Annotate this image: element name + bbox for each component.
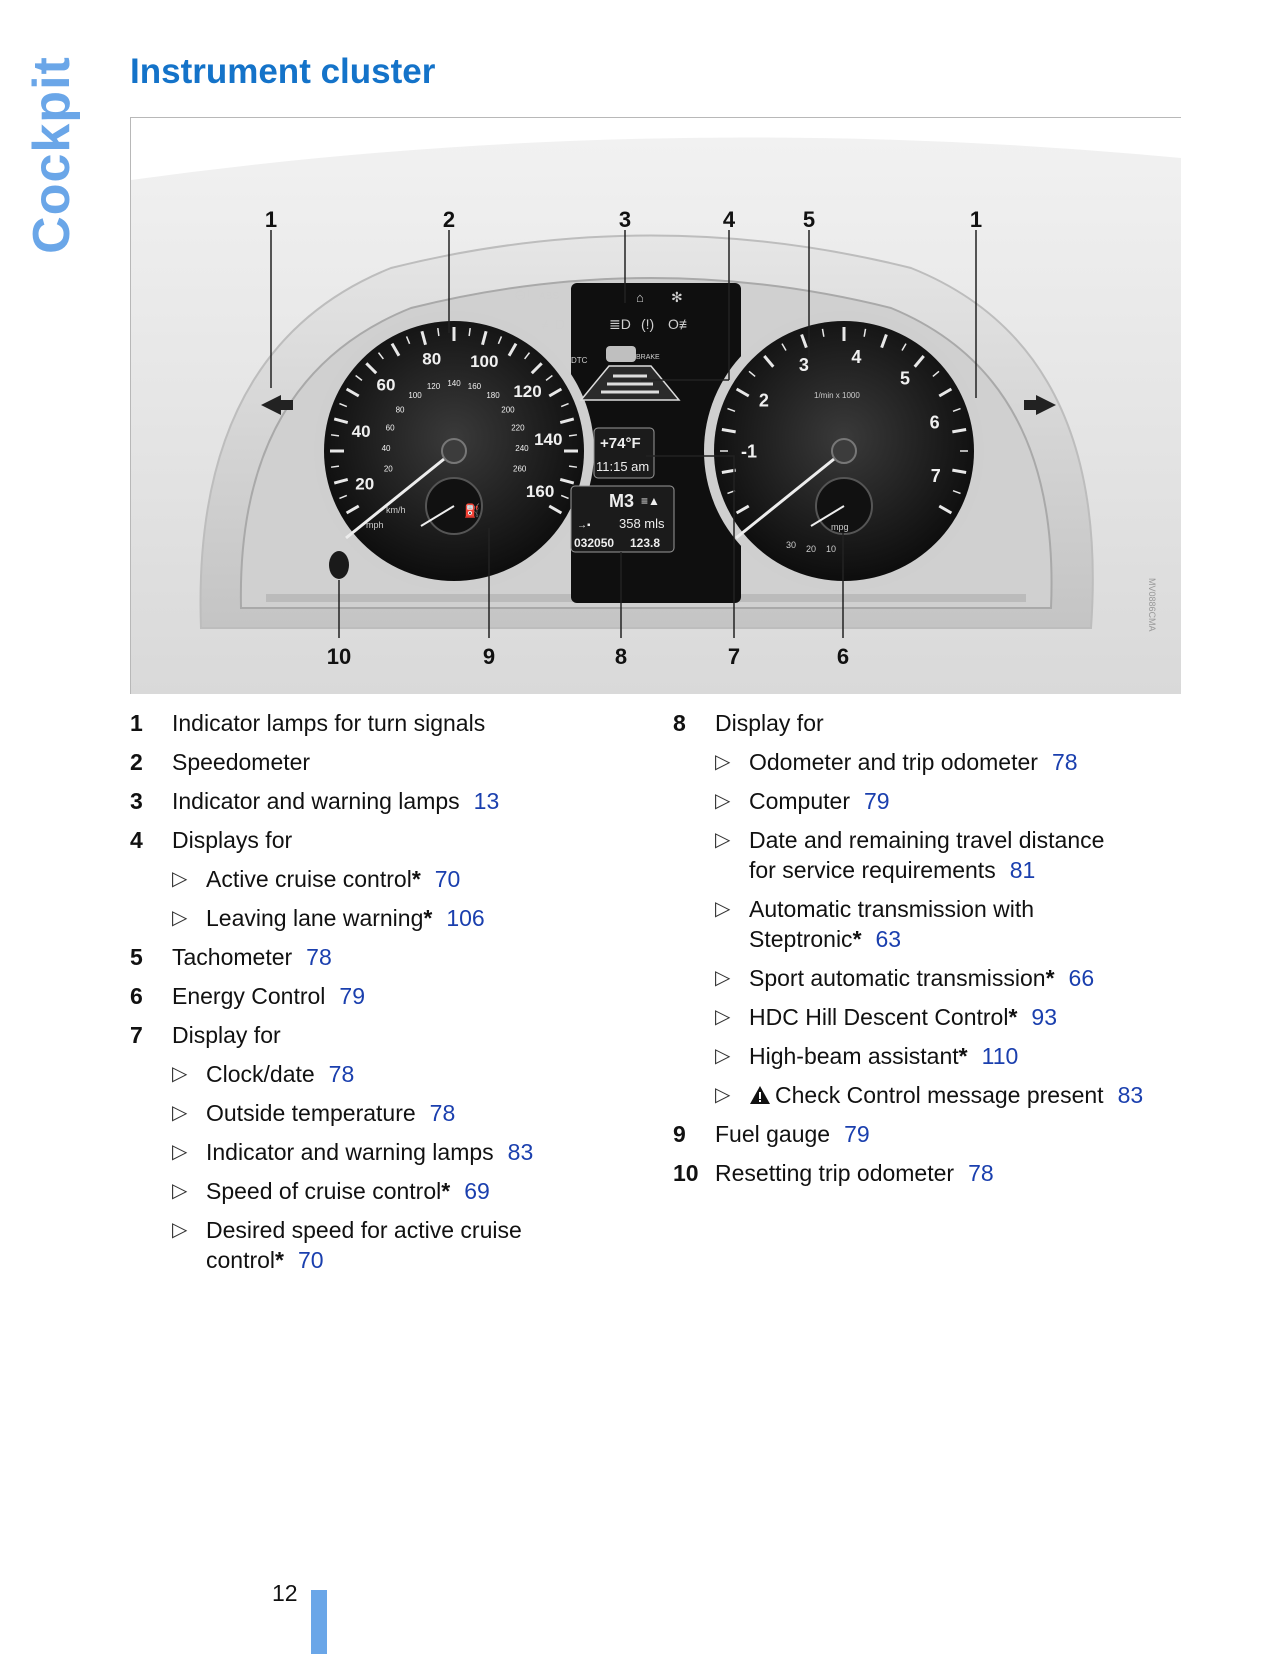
tachometer-label: 2 — [758, 390, 769, 411]
tachometer-label: -1 — [740, 441, 758, 462]
legend-subitem — [715, 963, 1193, 993]
legend-subitem — [715, 1041, 1193, 1071]
gear-indicator: M3 — [609, 491, 635, 511]
optional-equipment-star: * — [423, 905, 433, 931]
legend-item-4 — [130, 825, 600, 855]
engine-icon: ⌂ — [636, 290, 644, 305]
speedometer-mph-label: 80 — [422, 349, 442, 369]
legend-text: Display for — [172, 1022, 281, 1048]
tachometer-label: 5 — [900, 368, 911, 389]
callout-1-left: 1 — [264, 207, 278, 232]
callout-8: 8 — [614, 644, 628, 669]
brake-warning-icon: ⊝! — [514, 287, 531, 304]
optional-equipment-star: * — [1045, 965, 1055, 991]
legend-subtext: Leaving lane warning — [206, 905, 424, 931]
speedometer-mph-label: 100 — [470, 351, 499, 371]
legend-subtext: Date and remaining travel distance — [749, 827, 1105, 853]
page-reference-link[interactable]: 81 — [1009, 857, 1036, 883]
page-reference-link[interactable]: 78 — [968, 1160, 994, 1186]
legend-subitem — [172, 1098, 600, 1128]
legend-text: Fuel gauge — [715, 1121, 831, 1147]
legend-number: 8 — [673, 710, 686, 736]
legend-item-6 — [130, 981, 600, 1011]
page-reference-link[interactable]: 66 — [1068, 965, 1095, 991]
speedometer-mph-label: 160 — [525, 482, 555, 502]
legend-text: Indicator lamps for turn signals — [172, 710, 486, 736]
clock-time: 11:15 am — [596, 459, 650, 474]
speedometer-kmh-label: 120 — [426, 381, 441, 391]
speedometer-mph-label: 140 — [534, 430, 563, 450]
optional-equipment-star: * — [275, 1247, 284, 1273]
legend-number: 5 — [130, 944, 143, 970]
tachometer-label: 6 — [929, 412, 940, 433]
speedometer-kmh-label: 220 — [511, 423, 525, 433]
optional-equipment-star: * — [1008, 1004, 1018, 1030]
triangle-bullet-icon: ▷ — [715, 829, 731, 851]
legend-subtext: Check Control message present — [775, 1082, 1104, 1108]
legend-subtext: Indicator and warning lamps — [206, 1139, 494, 1165]
page-reference-link[interactable]: 106 — [446, 905, 485, 931]
page-reference-link[interactable]: 93 — [1031, 1004, 1058, 1030]
legend-text: Displays for — [172, 827, 293, 853]
triangle-bullet-icon: ▷ — [715, 967, 731, 989]
tachometer-hub — [832, 439, 856, 463]
illustration-id: MV0886CMA — [1147, 578, 1157, 632]
triangle-bullet-icon: ▷ — [715, 898, 731, 920]
page-marker-bar — [311, 1590, 327, 1654]
speedometer-kmh-label: 20 — [383, 464, 393, 474]
triangle-bullet-icon: ▷ — [715, 1045, 731, 1067]
legend-item-5 — [130, 942, 600, 972]
speedometer-kmh-label: 180 — [486, 391, 500, 401]
page-reference-link[interactable]: 69 — [464, 1178, 490, 1204]
legend-text: Resetting trip odometer — [715, 1160, 955, 1186]
callout-7: 7 — [727, 644, 741, 669]
legend-subtext: Computer — [749, 788, 850, 814]
legend-subtext: Active cruise control — [206, 866, 412, 892]
legend-item-1 — [130, 708, 600, 738]
page-reference-link[interactable]: 78 — [328, 1061, 355, 1087]
legend-text: Energy Control — [172, 983, 326, 1009]
page-reference-link[interactable]: 78 — [306, 944, 332, 970]
legend-subitem — [172, 1137, 600, 1167]
instrument-cluster-illustration — [130, 117, 1181, 694]
optional-equipment-star: * — [411, 866, 421, 892]
legend-item-7 — [130, 1020, 600, 1050]
legend-number: 4 — [130, 827, 143, 853]
speedometer-kmh-label: 260 — [513, 464, 527, 474]
rear-fog-icon: O≢ — [668, 316, 693, 332]
callout-4: 4 — [722, 207, 736, 232]
legend-subtext: Automatic transmission with — [749, 896, 1035, 922]
energy-scale-20: 20 — [806, 544, 817, 554]
callout-2: 2 — [442, 207, 456, 232]
speedometer-kmh-label: 140 — [447, 378, 461, 388]
triangle-bullet-icon: ▷ — [172, 907, 188, 929]
page-reference-link[interactable]: 110 — [981, 1043, 1019, 1069]
legend-subitem — [172, 864, 600, 894]
abs-lamp-text: ABS — [539, 291, 560, 302]
legend-item-9 — [673, 1119, 1193, 1149]
legend-number: 6 — [130, 983, 143, 1009]
legend-item-8 — [673, 708, 1193, 738]
section-side-tab-label: Cockpit — [23, 56, 81, 254]
page-reference-link[interactable]: 70 — [298, 1247, 324, 1273]
legend-subtext: HDC Hill Descent Control — [749, 1004, 1009, 1030]
legend-item-8-subs — [673, 747, 1193, 1110]
callout-9: 9 — [482, 644, 496, 669]
speedometer-kmh-unit: km/h — [386, 505, 406, 515]
fog-light-icon: ≢D — [541, 316, 566, 332]
tachometer-label: 4 — [851, 347, 862, 368]
legend-text: Tachometer — [172, 944, 293, 970]
fuel-pump-icon: ⛽ — [464, 503, 481, 518]
callout-1-right: 1 — [969, 207, 983, 232]
warning-triangle-icon — [749, 1085, 771, 1105]
legend-item-4-subs — [130, 864, 600, 933]
legend-subitem — [715, 786, 1193, 816]
triangle-bullet-icon: ▷ — [715, 790, 731, 812]
legend-right-column — [673, 708, 1193, 1197]
optional-equipment-star: * — [852, 926, 862, 952]
legend-text: Display for — [715, 710, 824, 736]
legend-subtext-cont: Steptronic — [749, 926, 853, 952]
brake-lamp-text: BRAKE — [636, 354, 660, 361]
speedometer-kmh-label: 200 — [501, 405, 515, 415]
range-icon: →▪ — [577, 520, 591, 531]
legend-subitem — [172, 1059, 600, 1089]
outside-temp: +74°F — [600, 435, 641, 452]
dial-tick — [469, 328, 470, 336]
dial-tick — [569, 466, 577, 467]
page-reference-link[interactable]: 78 — [1051, 749, 1078, 775]
legend-subitem — [715, 1080, 1193, 1110]
legend-subtext-cont: for service requirements — [749, 857, 996, 883]
legend-subitem — [172, 1215, 600, 1275]
page-reference-link[interactable]: 79 — [844, 1121, 870, 1147]
triangle-bullet-icon: ▷ — [172, 1180, 188, 1202]
page-reference-link[interactable]: 78 — [429, 1100, 456, 1126]
speedometer-kmh-label: 240 — [515, 443, 529, 453]
triangle-bullet-icon: ▷ — [715, 751, 731, 773]
page-reference-link[interactable]: 70 — [434, 866, 461, 892]
triangle-bullet-icon: ▷ — [172, 868, 188, 890]
legend-left-column — [130, 708, 600, 1284]
legend-number: 3 — [130, 788, 143, 814]
legend-subtext: Sport automatic transmission — [749, 965, 1046, 991]
dial-tick — [569, 435, 577, 436]
energy-scale-30: 30 — [786, 540, 797, 550]
triangle-bullet-icon: ▷ — [715, 1006, 731, 1028]
triangle-bullet-icon: ▷ — [172, 1219, 188, 1241]
page-reference-link[interactable]: 79 — [863, 788, 890, 814]
speedometer-mph-label: 20 — [355, 474, 375, 494]
legend-subitem — [172, 1176, 600, 1206]
dial-tick — [331, 435, 339, 436]
remaining-range: 358 mls — [619, 516, 665, 531]
legend-number: 2 — [130, 749, 143, 775]
trip-value: 123.8 — [630, 536, 661, 550]
legend-item-10 — [673, 1158, 1193, 1188]
legend-item-2 — [130, 747, 600, 777]
legend-number: 7 — [130, 1022, 143, 1048]
legend-subitem — [715, 894, 1193, 954]
legend-subtext-cont: control — [206, 1247, 276, 1273]
triangle-bullet-icon: ▷ — [715, 1084, 731, 1106]
tachometer-unit: 1/min x 1000 — [814, 391, 860, 400]
legend-subtext: Outside temperature — [206, 1100, 416, 1126]
page-reference-link[interactable]: 83 — [507, 1139, 534, 1165]
legend-subitem — [715, 825, 1193, 885]
headlight-icon: ≣D — [609, 316, 631, 332]
legend-subtext: Odometer and trip odometer — [749, 749, 1038, 775]
legend-subtext: High-beam assistant — [749, 1043, 959, 1069]
callout-10: 10 — [326, 644, 352, 669]
tachometer-label: 7 — [930, 465, 941, 486]
legend-text: Indicator and warning lamps — [172, 788, 460, 814]
energy-control-unit: mpg — [831, 522, 849, 532]
parking-brake-icon: (!) — [641, 316, 655, 332]
speedometer-mph-label: 120 — [513, 381, 542, 401]
page-reference-link[interactable]: 83 — [1117, 1082, 1144, 1108]
page-reference-link[interactable]: 63 — [875, 926, 902, 952]
legend-item-3 — [130, 786, 600, 816]
trip-reset-button — [329, 551, 349, 579]
legend-subtext: Desired speed for active cruise — [206, 1217, 522, 1243]
seatbelt-icon: ✻ — [671, 289, 683, 305]
legend-subitem — [172, 903, 600, 933]
odometer-value: 032050 — [574, 536, 615, 550]
dial-tick — [331, 466, 339, 467]
optional-equipment-star: * — [441, 1178, 451, 1204]
triangle-bullet-icon: ▷ — [172, 1141, 188, 1163]
dial-tick — [438, 328, 439, 336]
page-title: Instrument cluster — [130, 52, 436, 91]
cluster-svg — [131, 118, 1181, 694]
legend-subtext: Speed of cruise control — [206, 1178, 442, 1204]
speedometer-kmh-label: 60 — [385, 423, 395, 433]
legend-subtext: Clock/date — [206, 1061, 315, 1087]
speedometer-hub — [442, 439, 466, 463]
speedometer-mph-label: 40 — [351, 421, 371, 441]
legend-number: 10 — [673, 1160, 699, 1186]
speedometer-kmh-label: 80 — [395, 405, 405, 415]
speedometer-mph-unit: mph — [366, 520, 384, 530]
section-side-tab — [22, 50, 82, 260]
page-reference-link[interactable]: 13 — [473, 788, 500, 814]
legend-number: 1 — [130, 710, 143, 736]
optional-equipment-star: * — [958, 1043, 968, 1069]
triangle-bullet-icon: ▷ — [172, 1102, 188, 1124]
callout-3: 3 — [618, 207, 632, 232]
callout-5: 5 — [802, 207, 816, 232]
dtc-lamp-text: DTC — [571, 356, 588, 365]
speedometer-kmh-label: 40 — [381, 443, 391, 453]
tachometer-label: 3 — [798, 355, 809, 376]
page-number: 12 — [272, 1580, 298, 1606]
triangle-bullet-icon: ▷ — [172, 1063, 188, 1085]
legend-subitem — [715, 747, 1193, 777]
energy-scale-10: 10 — [826, 544, 837, 554]
callout-6: 6 — [836, 644, 850, 669]
speedometer-kmh-label: 100 — [408, 391, 422, 401]
speedometer-mph-label: 60 — [376, 375, 396, 395]
legend-number: 9 — [673, 1121, 686, 1147]
legend-subitem — [715, 1002, 1193, 1032]
warning-icon-display: ≡▲ — [641, 494, 660, 508]
page-reference-link[interactable]: 79 — [339, 983, 366, 1009]
legend-item-7-subs — [130, 1059, 600, 1275]
speedometer-kmh-label: 160 — [467, 381, 482, 391]
legend-text: Speedometer — [172, 749, 311, 775]
